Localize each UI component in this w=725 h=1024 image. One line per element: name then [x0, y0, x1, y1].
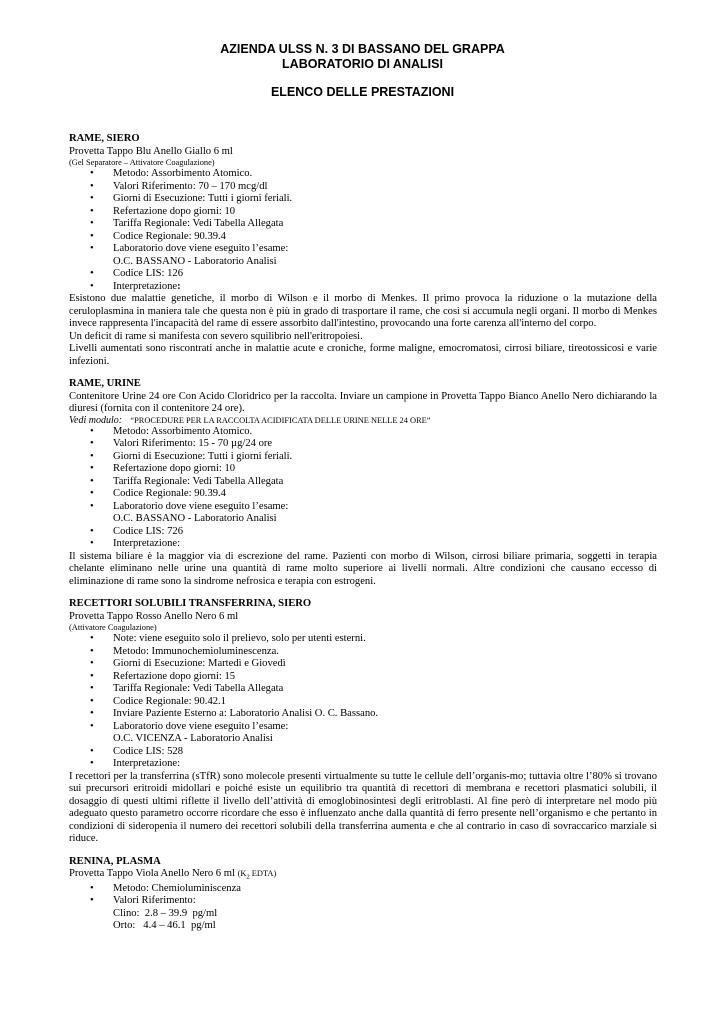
detail-list-tail — [69, 746, 657, 771]
bullet: • — [90, 243, 94, 254]
bullet: • — [90, 193, 94, 204]
list-item: • Giorni di Esecuzione: Tutti i giorni feriali. — [90, 450, 293, 462]
bullet: • — [90, 230, 94, 242]
detail-list-tail — [69, 268, 657, 293]
list-item: • Tariffa Regionale: Vedi Tabella Allegata — [90, 218, 284, 229]
list-item: • Refertazione dopo giorni: 10 — [90, 205, 236, 217]
list-item: • Metodo: Immunochemioluminescenza. — [90, 645, 279, 657]
lab-name: O.C. BASSANO - Laboratorio Analisi — [113, 255, 277, 267]
section-renina-plasma — [69, 856, 657, 933]
bullet: • — [90, 633, 94, 644]
lis-code: Codice LIS: 126 — [113, 268, 184, 279]
list-item: • Note: viene eseguito solo il prelievo, solo per utenti esterni. — [90, 633, 366, 644]
bullet: • — [90, 180, 94, 192]
section-rame-urine — [69, 378, 657, 588]
list-item: • Valori Riferimento: 70 – 170 mcg/dl — [90, 180, 268, 192]
bullet: • — [90, 475, 94, 487]
list-item — [69, 758, 657, 771]
bullet: • — [90, 758, 94, 769]
section-title: RAME, SIERO — [69, 133, 140, 144]
bullet: • — [90, 720, 94, 732]
list-item: • Codice Regionale: 90.39.4 — [90, 488, 226, 499]
header-list-title: ELENCO DELLE PRESTAZIONI — [270, 85, 455, 99]
list-item: • Tariffa Regionale: Vedi Tabella Allegata — [90, 475, 284, 487]
list-item: • Refertazione dopo giorni: 15 — [90, 670, 236, 682]
bullet: • — [90, 683, 94, 694]
list-item: • Laboratorio dove viene eseguito l’esame: — [90, 500, 289, 512]
bullet: • — [90, 745, 94, 757]
interpretation-label: Interpretazione: — [113, 538, 181, 549]
bullet: • — [90, 882, 94, 894]
container-note: ($K_2$ EDTA) — [237, 869, 277, 881]
bullet: • — [90, 658, 94, 669]
list-item: • Valori Riferimento: 15 - 70 µg/24 ore — [90, 438, 273, 449]
reference-value: Clino: 2.8 – 39.9 pg/ml — [113, 907, 218, 919]
interpretation-paragraph: Esistono due malattie genetiche, il morbo di Wilson e il morbo di Menkes. Il primo provoca la riduzione o la mutazione della ceruloplasmina in maniera tale che questa non è più in grado di trasportare il rame, che così si accumula negli organi. Il morbo di Menkes invece rappresenta l'incapacità del rame di essere assorbito dall'intestino, provocando una forte carenza all'interno del corpo. — [69, 293, 657, 329]
list-item: • Refertazione dopo giorni: 10 — [90, 463, 236, 474]
lab-name: O.C. VICENZA - Laboratorio Analisi — [113, 733, 273, 744]
see-module — [69, 416, 657, 426]
bullet: • — [90, 268, 94, 279]
list-item: • Codice Regionale: 90.39.4 — [90, 230, 226, 242]
interpretation-label: Interpretazione — [113, 280, 178, 292]
document-header — [0, 42, 725, 100]
list-item: • Metodo: Assorbimento Atomico. — [90, 425, 253, 437]
see-module-label: Vedi modulo: — [69, 414, 123, 426]
interpretation-paragraph: Un deficit di rame si manifesta con severo squilibrio nell'eritropoiesi. — [69, 330, 363, 342]
container-description: Provetta Tappo Viola Anello Nero 6 ml ($K_2$ EDTA) — [69, 868, 277, 881]
container-note: (Attivatore Coagulazione) — [69, 623, 157, 632]
section-title: RENINA, PLASMA — [69, 855, 161, 867]
list-item: • Giorni di Esecuzione: Tutti i giorni feriali. — [90, 193, 293, 204]
bullet: • — [90, 525, 94, 537]
list-item: • Metodo: Assorbimento Atomico. — [90, 168, 253, 179]
lab-name: O.C. BASSANO - Laboratorio Analisi — [113, 513, 277, 524]
detail-list — [69, 633, 657, 733]
bullet: • — [90, 708, 94, 719]
lis-code: Codice LIS: 726 — [113, 525, 184, 537]
bullet: • — [90, 168, 94, 179]
list-item: • Codice Regionale: 90.42.1 — [90, 695, 226, 707]
list-item — [69, 268, 657, 281]
bullet: • — [90, 438, 94, 449]
bullet: • — [90, 895, 94, 907]
bullet: • — [90, 425, 94, 437]
bullet: • — [90, 500, 94, 512]
list-item: • Metodo: Chemioluminiscenza — [90, 882, 241, 894]
reference-value: Orto: 4.4 – 46.1 pg/ml — [113, 920, 216, 932]
bullet: • — [90, 205, 94, 217]
bullet: • — [90, 695, 94, 707]
header-laboratory: LABORATORIO DI ANALISI — [282, 57, 443, 71]
detail-list — [69, 168, 657, 256]
interpretation-paragraph: Il sistema biliare è la maggior via di escrezione del rame. Pazienti con morbo di Wilson, cirrosi biliare primaria, soggetti in terapia chelante eliminano nelle urine una quantità di rame molto superiore ai livelli normali. Altre condizioni che causano eccesso di eliminazione di rame sono la sindrome nefrosica e terapia con estrogeni. — [69, 550, 657, 587]
container-description: Provetta Tappo Blu Anello Giallo 6 ml — [69, 145, 233, 157]
interpretation-paragraph: I recettori per la transferrina (sTfR) sono molecole presenti virtualmente su tutte le cellule dell’organis-mo; tuttavia oltre l’80% si trovano sui precursori eritroidi midollari e poiché esiste un equilibrio tra quantità di recettori di membrana e recettori plasmatici solubili, il dosaggio di questi ultimi riflette il livello dell’attività di emoglobinosintesi degli eritroblasti. Al fine però di interpretare nel modo più adeguato questo parametro occorre ricordare che esso è influenzato anche dalla quantità di ferro presente nell’organismo e che pertanto in condizioni di sideropenia il numero dei recettori solubili della transferrina aumenta e che al contrario in caso di sovraccarico marziale si riduce. — [69, 770, 657, 844]
bullet: • — [90, 280, 94, 292]
header-organization: AZIENDA ULSS N. 3 DI BASSANO DEL GRAPPA — [220, 42, 505, 56]
section-title: RECETTORI SOLUBILI TRANSFERRINA, SIERO — [69, 598, 312, 609]
section-title: RAME, URINE — [69, 378, 141, 389]
detail-list — [69, 883, 657, 908]
list-item: • Laboratorio dove viene eseguito l’esame: — [90, 720, 289, 732]
bullet: • — [90, 450, 94, 462]
interpretation-paragraph: Livelli aumentati sono riscontrati anche in malattie acute e croniche, forme maligne, emocromatosi, cirrosi biliare, tireotossicosi e varie infezioni. — [69, 343, 657, 367]
bullet: • — [90, 645, 94, 657]
container-description: Contenitore Urine 24 ore Con Acido Cloridrico per la raccolta. Inviare un campione in Provetta Tappo Bianco Anello Nero dichiarando la diuresi (fornita con il contenitore 24 ore). — [69, 390, 657, 414]
list-item — [69, 526, 657, 539]
list-item: • Tariffa Regionale: Vedi Tabella Allegata — [90, 683, 284, 694]
list-item: • Valori Riferimento: — [90, 895, 196, 907]
interpretation-label: Interpretazione: — [113, 758, 181, 769]
lis-code: Codice LIS: 528 — [113, 745, 184, 757]
list-item: • Giorni di Esecuzione: Martedì e Giovedì — [90, 658, 286, 669]
container-description: Provetta Tappo Rosso Anello Nero 6 ml — [69, 610, 239, 622]
bullet: • — [90, 463, 94, 474]
bullet: • — [90, 488, 94, 499]
list-item — [69, 746, 657, 759]
list-item: • Interpretazione: — [90, 280, 181, 292]
list-item — [69, 538, 657, 551]
document-body — [69, 133, 657, 943]
bullet: • — [90, 670, 94, 682]
section-rame-siero — [69, 133, 657, 368]
bullet: • — [90, 538, 94, 549]
detail-list-tail — [69, 526, 657, 551]
container-note: (Gel Separatore – Attivatore Coagulazione) — [69, 158, 215, 167]
detail-list — [69, 426, 657, 514]
list-item: • Laboratorio dove viene eseguito l’esame: — [90, 243, 289, 254]
list-item: • Inviare Paziente Esterno a: Laboratorio Analisi O. C. Bassano. — [90, 708, 379, 719]
see-module-text: “PROCEDURE PER LA RACCOLTA ACIDIFICATA DELLE URINE NELLE 24 ORE” — [130, 415, 431, 425]
bullet: • — [90, 218, 94, 229]
section-recettori-transferrina — [69, 598, 657, 846]
